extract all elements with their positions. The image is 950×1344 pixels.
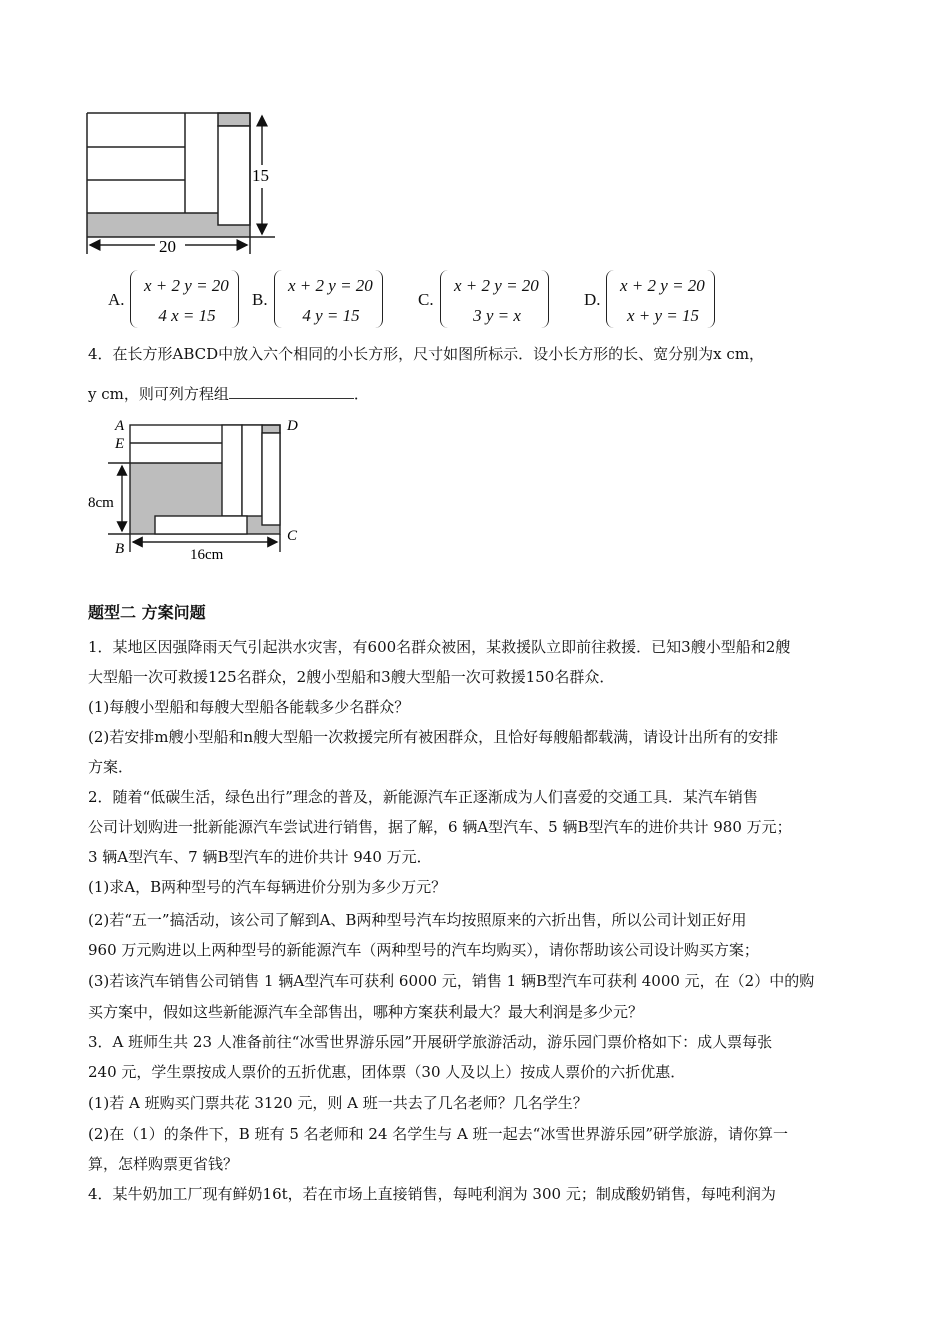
text-line: (2)若安排m艘小型船和n艘大型船一次救援完所有被困群众，且恰好每艘船都载满，请设计出所有的安排 <box>88 728 779 746</box>
question-text: y cm，则可列方程组 <box>88 385 229 403</box>
text-line: 960 万元购进以上两种型号的新能源汽车（两种型号的汽车均购买），请你帮助该公司设计购买方案； <box>88 941 759 959</box>
option-label: A. <box>108 290 125 309</box>
text-line: 1．某地区因强降雨天气引起洪水灾害，有600名群众被困，某救援队立即前往救援．已知3艘小型船和2艘 <box>88 638 791 656</box>
option-label: B. <box>252 290 268 309</box>
equation-1: x + 2 y = 20 <box>288 276 373 295</box>
width-label: 16cm <box>190 547 224 563</box>
option-label: D. <box>584 290 601 309</box>
width-label: 20 <box>159 237 176 256</box>
text-line: 2．随着“低碳生活，绿色出行”理念的普及，新能源汽车正逐渐成为人们喜爱的交通工具．某汽车销售 <box>88 788 758 806</box>
text-line: (1)若 A 班购买门票共花 3120 元，则 A 班一共去了几名老师？几名学生？ <box>88 1094 588 1112</box>
section-title: 题型二 方案问题 <box>88 603 206 622</box>
right-brace <box>230 270 239 328</box>
equation-2: 4 y = 15 <box>302 306 360 325</box>
option-d[interactable] <box>584 270 718 330</box>
text-line: (1)求A，B两种型号的汽车每辆进价分别为多少万元？ <box>88 878 447 896</box>
option-c[interactable] <box>418 270 552 330</box>
equation-1: x + 2 y = 20 <box>454 276 539 295</box>
figure-rectangle-15x20 <box>80 105 290 260</box>
text-line: 方案． <box>88 758 134 776</box>
left-brace <box>440 270 451 328</box>
text-line: (2)若“五一”搞活动，该公司了解到A、B两种型号汽车均按照原来的六折出售，所以公司计划正好用 <box>88 911 747 929</box>
vertex-label-d: D <box>287 418 298 434</box>
question-4-text-line2 <box>88 384 369 404</box>
text-line: 4．某牛奶加工厂现有鲜奶16t，若在市场上直接销售，每吨利润为 300 元；制成酸奶销售，每吨利润为 <box>88 1185 776 1203</box>
text-line: 大型船一次可救援125名群众，2艘小型船和3艘大型船一次可救援150名群众． <box>88 668 615 686</box>
equation-2: 3 y = x <box>473 306 521 325</box>
text-line: (1)每艘小型船和每艘大型船各能载多少名群众？ <box>88 698 410 716</box>
figure-rectangle-abcd <box>80 412 310 567</box>
text-line: 240 元，学生票按成人票价的五折优惠，团体票（30 人及以上）按成人票价的六折优惠． <box>88 1063 686 1081</box>
vertex-label-c: C <box>287 528 298 544</box>
left-brace <box>606 270 617 328</box>
answer-blank[interactable] <box>229 384 354 399</box>
equation-1: x + 2 y = 20 <box>620 276 705 295</box>
option-b[interactable] <box>252 270 386 330</box>
vertex-label-a: A <box>115 418 125 434</box>
vertex-label-b: B <box>115 541 125 557</box>
text-line: 公司计划购进一批新能源汽车尝试进行销售，据了解，6 辆A型汽车、5 辆B型汽车的进价共计 980 万元； <box>88 818 792 836</box>
right-brace <box>706 270 715 328</box>
left-brace <box>274 270 285 328</box>
equation-1: x + 2 y = 20 <box>144 276 229 295</box>
text-line: (2)在（1）的条件下，B 班有 5 名老师和 24 名学生与 A 班一起去“冰雪世界游乐园”研学旅游，请你算一 <box>88 1125 788 1143</box>
height-label: 8cm <box>88 495 114 511</box>
question-4-text: 4．在长方形ABCD中放入六个相同的小长方形，尺寸如图所标示．设小长方形的长、宽分别为x cm， <box>88 345 765 363</box>
text-line: 买方案中，假如这些新能源汽车全部售出，哪种方案获利最大？最大利润是多少元？ <box>88 1003 644 1021</box>
text-line: 3．A 班师生共 23 人准备前往“冰雪世界游乐园”开展研学旅游活动，游乐园门票价格如下：成人票每张 <box>88 1033 773 1051</box>
text-line: (3)若该汽车销售公司销售 1 辆A型汽车可获利 6000 元，销售 1 辆B型汽车可获利 4000 元，在（2）中的购 <box>88 972 815 990</box>
left-brace <box>130 270 141 328</box>
height-label: 15 <box>252 166 269 185</box>
right-brace <box>374 270 383 328</box>
equation-2: 4 x = 15 <box>158 306 216 325</box>
equation-2: x + y = 15 <box>626 306 700 325</box>
option-label: C. <box>418 290 434 309</box>
text-line: 3 辆A型汽车、7 辆B型汽车的进价共计 940 万元． <box>88 848 432 866</box>
text-line: 算，怎样购票更省钱？ <box>88 1155 239 1173</box>
right-brace <box>540 270 549 328</box>
period: ． <box>353 385 369 403</box>
option-a[interactable] <box>108 270 242 330</box>
vertex-label-e: E <box>115 436 125 452</box>
